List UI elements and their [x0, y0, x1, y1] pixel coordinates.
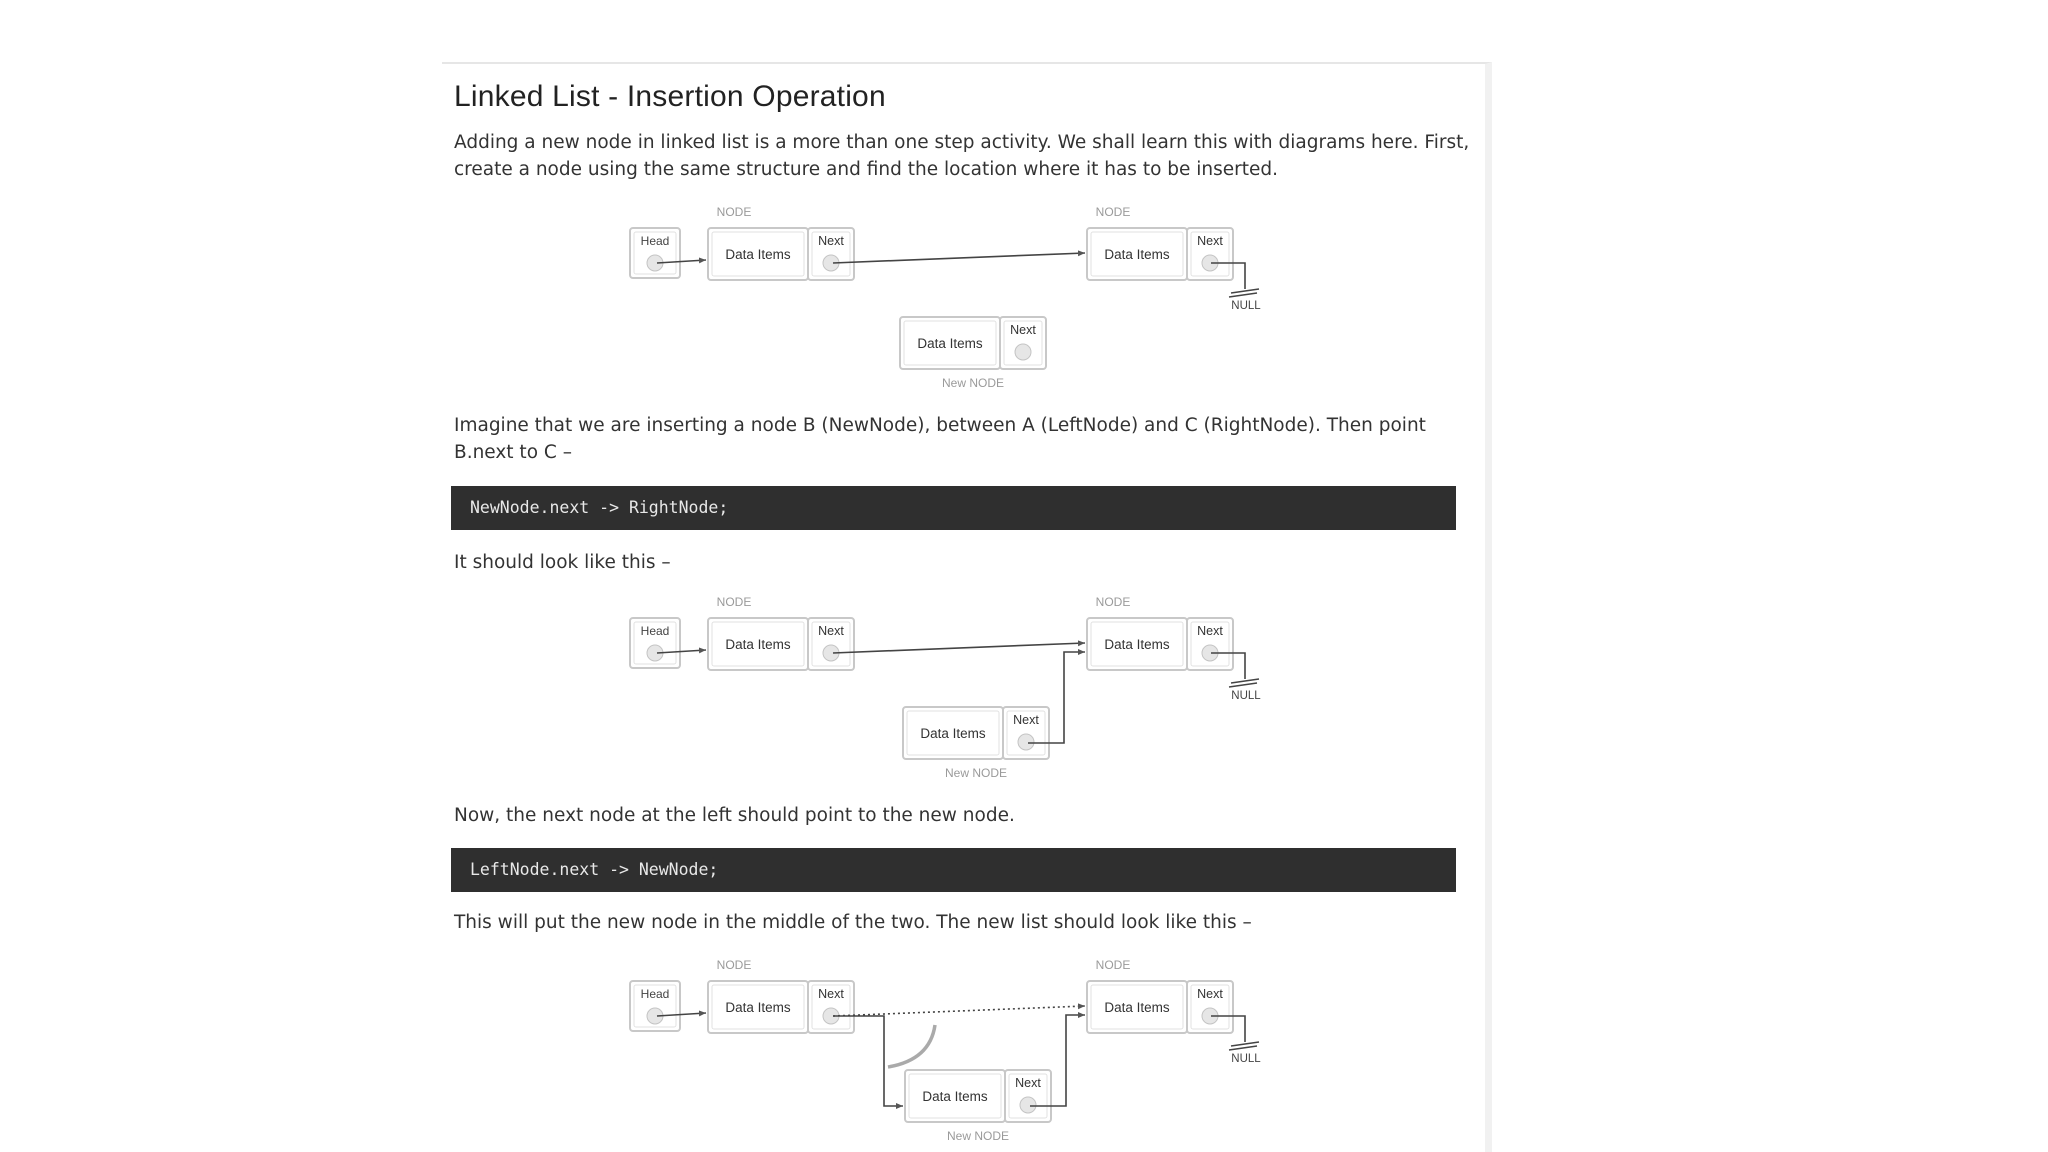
node-data-label: Data Items	[1104, 1000, 1170, 1015]
node-data-label: Data Items	[725, 247, 791, 262]
new-node-caption: New NODE	[944, 766, 1008, 780]
list-node	[903, 707, 1049, 780]
imagine-line-1: Imagine that we are inserting a node B (NewNode), between A (LeftNode) and C (RightNode). Then point	[454, 415, 1426, 436]
null-ground	[1231, 289, 1259, 293]
head-label: Head	[640, 987, 670, 1001]
look-like-text: It should look like this –	[454, 552, 671, 573]
node-caption: NODE	[716, 595, 752, 609]
node-next-label: Next	[1197, 624, 1223, 638]
middle-text: This will put the new node in the middle of the two. The new list should look like this –	[454, 912, 1252, 933]
list-node	[708, 205, 854, 280]
now-text: Now, the next node at the left should point to the new node.	[454, 805, 1015, 826]
null-ground	[1231, 1042, 1259, 1046]
intro-line-2: create a node using the same structure and find the location where it has to be inserted.	[454, 159, 1279, 180]
new-node-caption: New NODE	[941, 376, 1005, 390]
node-caption: NODE	[1095, 205, 1131, 219]
node-next-dot	[1015, 344, 1031, 360]
node-next-label: Next	[1015, 1076, 1041, 1090]
node-next-label: Next	[1197, 987, 1223, 1001]
page-title: Linked List - Insertion Operation	[454, 80, 886, 113]
redirect-curve	[888, 1025, 935, 1067]
node-next-label: Next	[1013, 713, 1039, 727]
node-caption: NODE	[1095, 958, 1131, 972]
node-caption: NODE	[716, 205, 752, 219]
node-next-label: Next	[818, 624, 844, 638]
list-node	[708, 595, 854, 670]
node-data-label: Data Items	[920, 726, 986, 741]
head-label: Head	[640, 624, 670, 638]
node-next-dot	[1020, 1097, 1036, 1113]
null-ground	[1231, 679, 1259, 683]
left-to-right-arrow	[833, 643, 1085, 653]
old-link-arrow	[833, 1006, 1085, 1016]
null-label: NULL	[1231, 690, 1261, 702]
new-node-caption: New NODE	[946, 1129, 1010, 1143]
list-node	[708, 958, 854, 1033]
head-label: Head	[640, 234, 670, 248]
list-node	[900, 317, 1046, 390]
node-caption: NODE	[1095, 595, 1131, 609]
code-block-2[interactable]: LeftNode.next -> NewNode;	[451, 848, 1456, 892]
diagram-final	[630, 958, 1261, 1143]
node-data-label: Data Items	[1104, 637, 1170, 652]
imagine-line-2: B.next to C –	[454, 442, 572, 463]
list-node	[1087, 205, 1233, 280]
diagram-initial	[630, 205, 1261, 390]
node-next-label: Next	[818, 987, 844, 1001]
list-node	[905, 1070, 1051, 1143]
diagram-pointed	[630, 595, 1261, 780]
list-node	[1087, 595, 1233, 670]
intro-line-1: Adding a new node in linked list is a more than one step activity. We shall learn this with diagrams here. First,	[454, 132, 1470, 153]
node-data-label: Data Items	[725, 1000, 791, 1015]
node-next-label: Next	[1010, 323, 1036, 337]
node-caption: NODE	[716, 958, 752, 972]
node-data-label: Data Items	[1104, 247, 1170, 262]
code-block-1[interactable]: NewNode.next -> RightNode;	[451, 486, 1456, 530]
null-label: NULL	[1231, 1053, 1261, 1065]
left-to-right-arrow	[833, 253, 1085, 263]
node-next-dot	[1018, 734, 1034, 750]
node-data-label: Data Items	[922, 1089, 988, 1104]
node-data-label: Data Items	[917, 336, 983, 351]
node-data-label: Data Items	[725, 637, 791, 652]
node-next-label: Next	[818, 234, 844, 248]
node-next-label: Next	[1197, 234, 1223, 248]
list-node	[1087, 958, 1233, 1033]
null-label: NULL	[1231, 300, 1261, 312]
